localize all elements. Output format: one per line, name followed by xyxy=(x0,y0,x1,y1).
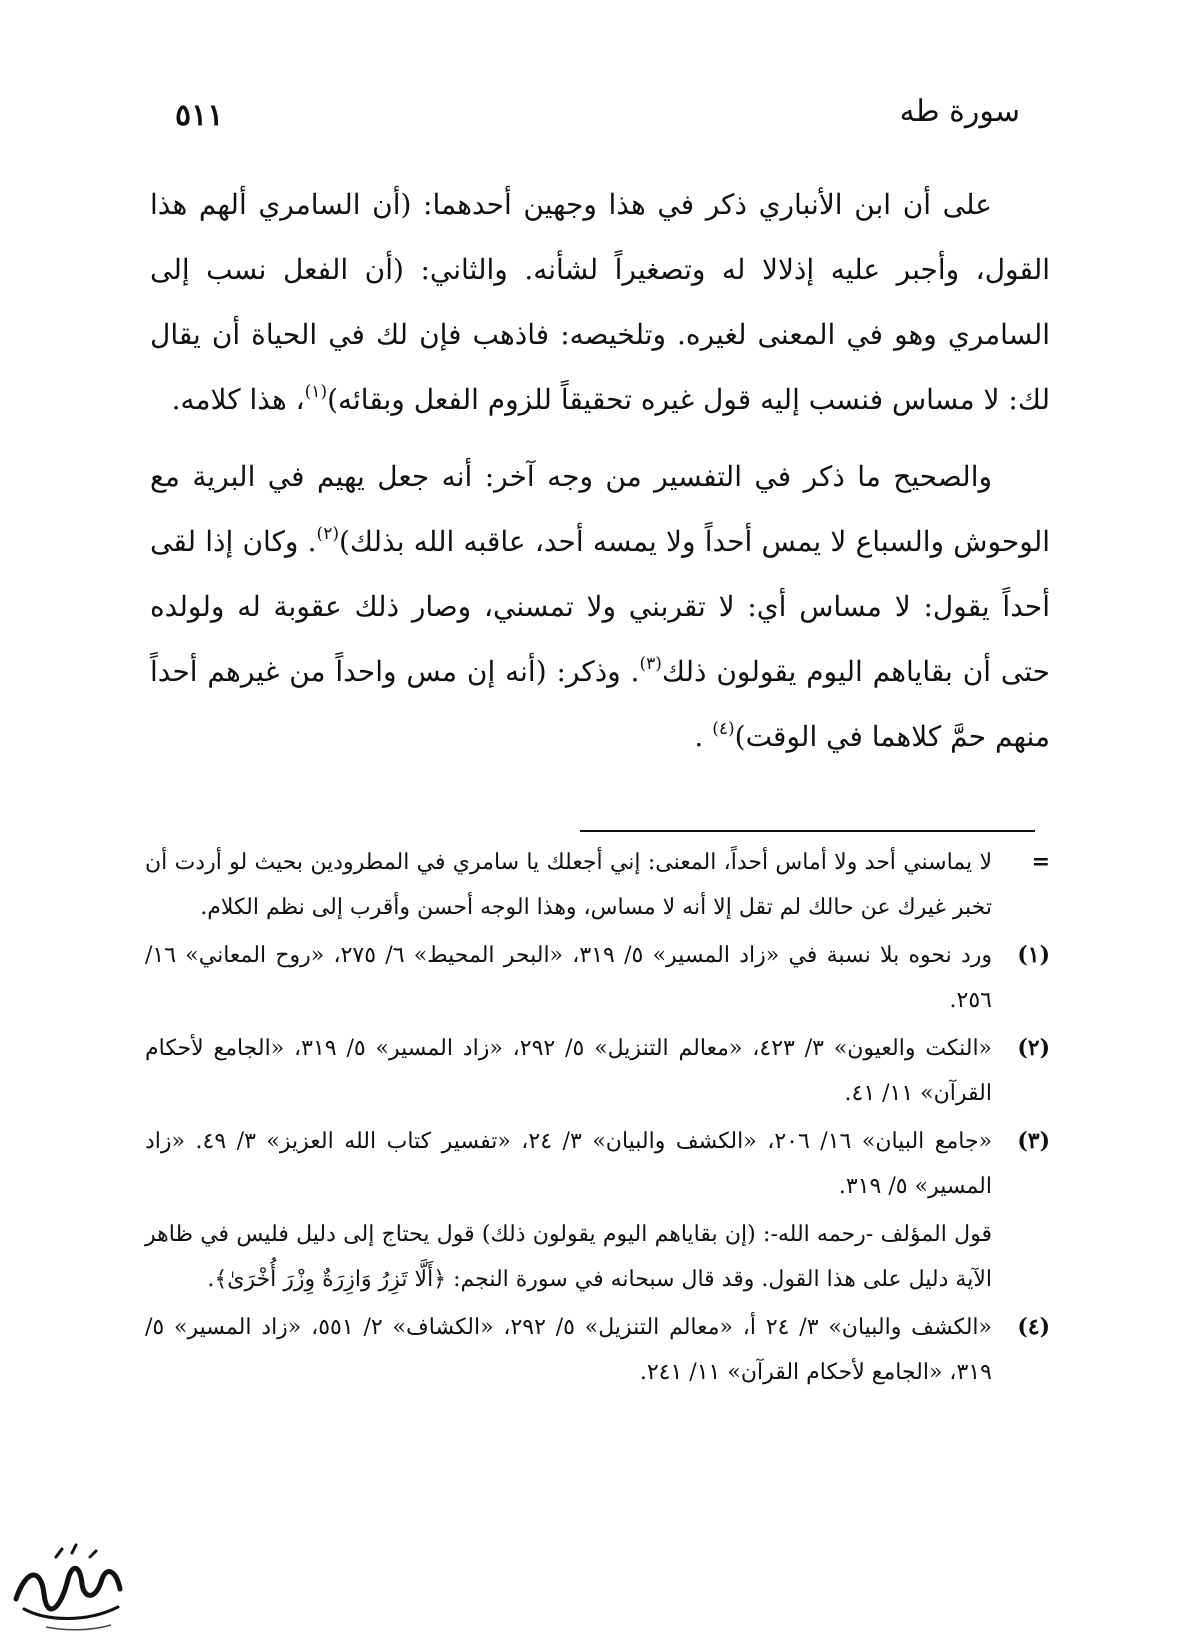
footnote-text: «جامع البيان» ١٦/ ٢٠٦، «الكشف والبيان» ٣/ ٢٤، «تفسير كتاب الله العزيز» ٣/ ٤٩. «زاد المسير» ٥/ ٣١٩. xyxy=(145,1129,993,1199)
paragraph-2-text-b: . وكان إذا لقى أحداً يقول: لا مساس أي: لا تقربني ولا تمسني، وصار ذلك عقوبة له ولولده حتى أن بقاياهم اليوم يقولون ذلك xyxy=(150,525,1050,688)
footnotes-section xyxy=(145,840,1050,1398)
footnote-2 xyxy=(145,1026,1050,1116)
paragraph-2 xyxy=(150,444,1050,769)
footnote-1 xyxy=(145,933,1050,1023)
footnote-3 xyxy=(145,1119,1050,1209)
footnote-4 xyxy=(145,1305,1050,1395)
calligraphy-seal-icon xyxy=(6,1539,131,1634)
footnote-number: (٣) xyxy=(1017,1128,1050,1154)
footnote-text: «الكشف والبيان» ٣/ ٢٤ أ، «معالم التنزيل» ٥/ ٢٩٢، «الكشاف» ٢/ ٥٥١، «زاد المسير» ٥/ ٣١٩، «الجامع لأحكام القرآن» ١١/ ٢٤١. xyxy=(145,1315,993,1385)
paragraph-1-text: على أن ابن الأنباري ذكر في هذا وجهين أحدهما: (أن السامري ألهم هذا القول، وأجبر عليه إذلالا له وتصغيراً لشأنه. والثاني: (أن الفعل نسب إلى السامري وهو في المعنى لغيره. وتلخيصه: فاذهب فإن لك في الحياة أن يقال لك: لا مساس فنسب إليه قول غيره تحقيقاً للزوم الفعل وبقائه) xyxy=(150,188,1050,416)
footnote-ref-4[interactable]: (٤) xyxy=(712,719,735,739)
footnote-3-comment: قول المؤلف -رحمه الله-: (إن بقاياهم اليوم يقولون ذلك) قول يحتاج إلى دليل فليس في ظاهر الآية دليل على هذا القول. وقد قال سبحانه في سورة النجم: ﴿أَلَّا تَزِرُ وَازِرَةٌ وِزْرَ أُخْرَىٰ﴾. xyxy=(145,1222,992,1292)
footnote-ref-2[interactable]: (٢) xyxy=(316,524,339,544)
main-text xyxy=(150,172,1050,769)
footnote-text: ورد نحوه بلا نسبة في «زاد المسير» ٥/ ٣١٩، «البحر المحيط» ٦/ ٢٧٥، «روح المعاني» ١٦/ ٢٥٦. xyxy=(145,943,993,1013)
continuation-text: لا يماسني أحد ولا أماس أحداً، المعنى: إني أجعلك يا سامري في المطرودين بحيث لو أردت أن تخبر غيرك عن حالك لم تقل إلا أنه لا مساس، وهذا الوجه أحسن وأقرب إلى نظم الكلام. xyxy=(145,850,992,920)
footnote-number: (٤) xyxy=(1017,1314,1050,1340)
footnote-ref-1[interactable]: (١) xyxy=(304,382,328,402)
paragraph-2-text-c: . وذكر: (أنه إن مس واحداً من غيرهم أحداً منهم حمَّ كلاهما في الوقت) xyxy=(150,655,1050,753)
continuation-mark: = xyxy=(1031,849,1050,875)
paragraph-1 xyxy=(150,172,1050,432)
paragraph-2-text-d: . xyxy=(694,720,713,753)
footnote-number: (٢) xyxy=(1017,1035,1050,1061)
footnote-number: (١) xyxy=(1017,942,1050,968)
paragraph-1-tail: ، هذا كلامه. xyxy=(171,383,305,416)
footnote-continuation xyxy=(145,840,1050,930)
paragraph-2-text-a: والصحيح ما ذكر في التفسير من وجه آخر: أنه جعل يهيم في البرية مع الوحوش والسباع لا يمس أحداً ولا يمسه أحد، عاقبه الله بذلك) xyxy=(150,460,1051,558)
page-number: ٥١١ xyxy=(175,98,224,133)
running-header-surah: سورة طه xyxy=(899,94,1020,129)
footnote-divider xyxy=(580,830,1035,832)
footnote-ref-3[interactable]: (٣) xyxy=(639,654,662,674)
footnote-text: «النكت والعيون» ٣/ ٤٢٣، «معالم التنزيل» ٥/ ٢٩٢، «زاد المسير» ٥/ ٣١٩، «الجامع لأحكام القرآن» ١١/ ٤١. xyxy=(145,1036,993,1106)
